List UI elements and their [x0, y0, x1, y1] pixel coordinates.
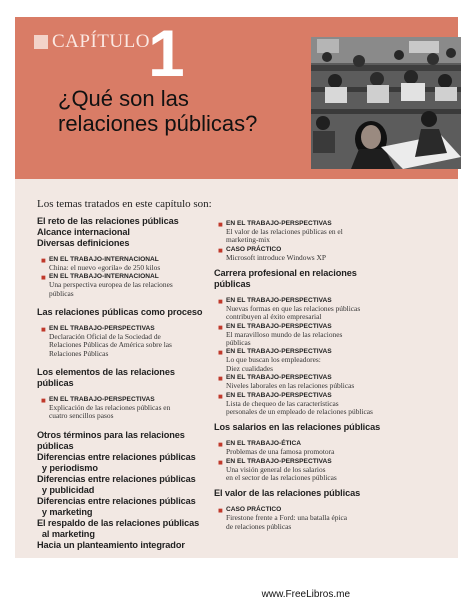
- feature-box-text: China: el nuevo «gorila» de 250 kilos: [49, 263, 161, 272]
- topic-otros-terminos: Otros términos para las relaciones públicas: [37, 429, 185, 451]
- feature-box: [214, 392, 394, 417]
- topic-respaldo: al marketing: [37, 528, 95, 539]
- topic-planteamiento: Hacia un planteamiento integrador: [37, 539, 185, 550]
- feature-box-text: de relaciones públicas: [226, 521, 292, 531]
- feature-box-text: Diez cualidades: [226, 363, 273, 373]
- chapter-title-line2: relaciones públicas?: [58, 111, 258, 136]
- topic-definiciones: Diversas definiciones: [37, 238, 130, 248]
- feature-box: [37, 325, 212, 358]
- feature-box: [214, 440, 394, 456]
- feature-box: [37, 256, 212, 272]
- feature-box-heading: EN EL TRABAJO-PERSPECTIVAS: [49, 395, 155, 403]
- chapter-label: [34, 31, 150, 53]
- topic-diferencias: y marketing: [37, 506, 93, 517]
- feature-box: [214, 374, 394, 390]
- topic-diferencias: Diferencias entre relaciones públicas: [37, 473, 196, 484]
- feature-box-text: Niveles laborales en las relaciones públicas: [226, 381, 355, 391]
- topic-diferencias: Diferencias entre relaciones públicas: [37, 495, 196, 506]
- intro-text: Los temas tratados en este capítulo son:: [37, 198, 212, 210]
- bullet-icon: ■: [41, 395, 46, 405]
- bullet-icon: ■: [218, 220, 223, 229]
- footer-url[interactable]: www.FreeLibros.me: [261, 589, 350, 600]
- feature-box: [214, 348, 394, 373]
- feature-box-text: Microsoft introduce Windows XP: [226, 252, 326, 262]
- section-valor: El valor de las relaciones públicas: [214, 488, 361, 499]
- feature-box-heading: EN EL TRABAJO-INTERNACIONAL: [49, 256, 159, 263]
- feature-box-text: cuatro sencillos pasos: [49, 411, 114, 421]
- feature-box-text: personales de un empleado de relaciones públicas: [226, 407, 373, 417]
- contents-left-column: [37, 216, 212, 551]
- topic-diferencias: y periodismo: [37, 462, 98, 473]
- feature-box-text: Una perspectiva europea de las relaciones: [49, 280, 173, 290]
- bullet-icon: ■: [218, 348, 223, 358]
- topic-alcance: Alcance internacional: [37, 227, 130, 237]
- feature-box-heading: EN EL TRABAJO-INTERNACIONAL: [49, 273, 159, 281]
- feature-box-text: Relaciones Públicas de América sobre las: [49, 340, 172, 350]
- feature-box-text: Relaciones Públicas: [49, 348, 109, 358]
- bullet-icon: ■: [41, 325, 46, 335]
- feature-box-text: Declaración Oficial de la Sociedad de: [49, 332, 161, 342]
- topic-diferencias: y publicidad: [37, 484, 95, 495]
- feature-box-text: Problemas de una famosa promotora: [226, 447, 335, 457]
- feature-box: [37, 396, 212, 421]
- bullet-icon: ■: [218, 322, 223, 332]
- section-carrera: Carrera profesional en relaciones públicas: [214, 268, 357, 290]
- chapter-word: CAPÍTULO: [52, 31, 150, 52]
- feature-box: [214, 297, 394, 322]
- feature-box-heading: CASO PRÁCTICO: [226, 245, 282, 253]
- contents-right-column: [214, 219, 394, 531]
- section-elementos: Los elementos de las relaciones públicas: [37, 367, 175, 389]
- feature-box-text: marketing-mix: [226, 235, 270, 245]
- feature-box-text: El maravilloso mundo de las relaciones: [226, 329, 343, 339]
- feature-box-text: contribuyen al éxito empresarial: [226, 312, 322, 322]
- feature-box-heading: EN EL TRABAJO-PERSPECTIVAS: [49, 325, 155, 333]
- topic-reto: El reto de las relaciones públicas: [37, 216, 179, 226]
- feature-box-heading: EN EL TRABAJO-PERSPECTIVAS: [226, 296, 332, 304]
- square-icon: [34, 35, 48, 49]
- feature-box: [214, 506, 394, 531]
- bullet-icon: ■: [218, 245, 223, 255]
- chapter-title: [58, 86, 298, 136]
- feature-box: [214, 323, 394, 348]
- bullet-icon: ■: [218, 440, 223, 450]
- bullet-icon: ■: [218, 457, 223, 467]
- feature-box-heading: CASO PRÁCTICO: [226, 506, 282, 514]
- chapter-number: 1: [148, 16, 185, 90]
- section-salarios: Los salarios en las relaciones públicas: [214, 422, 381, 433]
- feature-box-heading: EN EL TRABAJO-PERSPECTIVAS: [226, 374, 332, 382]
- feature-box-text: El valor de las relaciones públicas en el: [226, 227, 343, 236]
- section-proceso: Las relaciones públicas como proceso: [37, 307, 203, 318]
- feature-box-text: Una visión general de los salarios: [226, 464, 326, 474]
- feature-box-text: Nuevas formas en que las relaciones públicas: [226, 303, 361, 313]
- topic-respaldo: El respaldo de las relaciones públicas: [37, 517, 200, 528]
- feature-box: [214, 458, 394, 483]
- feature-box-heading: EN EL TRABAJO-PERSPECTIVAS: [226, 322, 332, 330]
- bullet-icon: ■: [41, 273, 46, 283]
- feature-box: [214, 246, 394, 262]
- feature-box-heading: EN EL TRABAJO-ÉTICA: [226, 440, 301, 448]
- feature-box-heading: EN EL TRABAJO-PERSPECTIVAS: [226, 220, 332, 227]
- feature-box-text: Firestone frente a Ford: una batalla épica: [226, 513, 348, 523]
- feature-box-heading: EN EL TRABAJO-PERSPECTIVAS: [226, 391, 332, 399]
- feature-box: [37, 273, 212, 298]
- feature-box-text: públicas: [49, 288, 74, 298]
- topic-diferencias: Diferencias entre relaciones públicas: [37, 451, 196, 462]
- bullet-icon: ■: [218, 374, 223, 384]
- classroom-photo: [311, 37, 461, 169]
- bullet-icon: ■: [218, 296, 223, 306]
- bullet-icon: ■: [218, 506, 223, 516]
- feature-box-heading: EN EL TRABAJO-PERSPECTIVAS: [226, 457, 332, 465]
- bullet-icon: ■: [41, 256, 46, 265]
- feature-box-text: Lista de chequeo de las características: [226, 398, 339, 408]
- feature-box-text: públicas: [226, 338, 251, 348]
- feature-box-text: Lo que buscan los empleadores:: [226, 355, 321, 365]
- bullet-icon: ■: [218, 391, 223, 401]
- chapter-title-line1: ¿Qué son las: [58, 86, 189, 111]
- classroom-photo-graphic: [311, 37, 461, 169]
- feature-box-text: Explicación de las relaciones públicas en: [49, 402, 171, 412]
- feature-box-text: en el sector de las relaciones públicas: [226, 473, 337, 483]
- feature-box: [214, 220, 394, 245]
- feature-box-heading: EN EL TRABAJO-PERSPECTIVAS: [226, 348, 332, 356]
